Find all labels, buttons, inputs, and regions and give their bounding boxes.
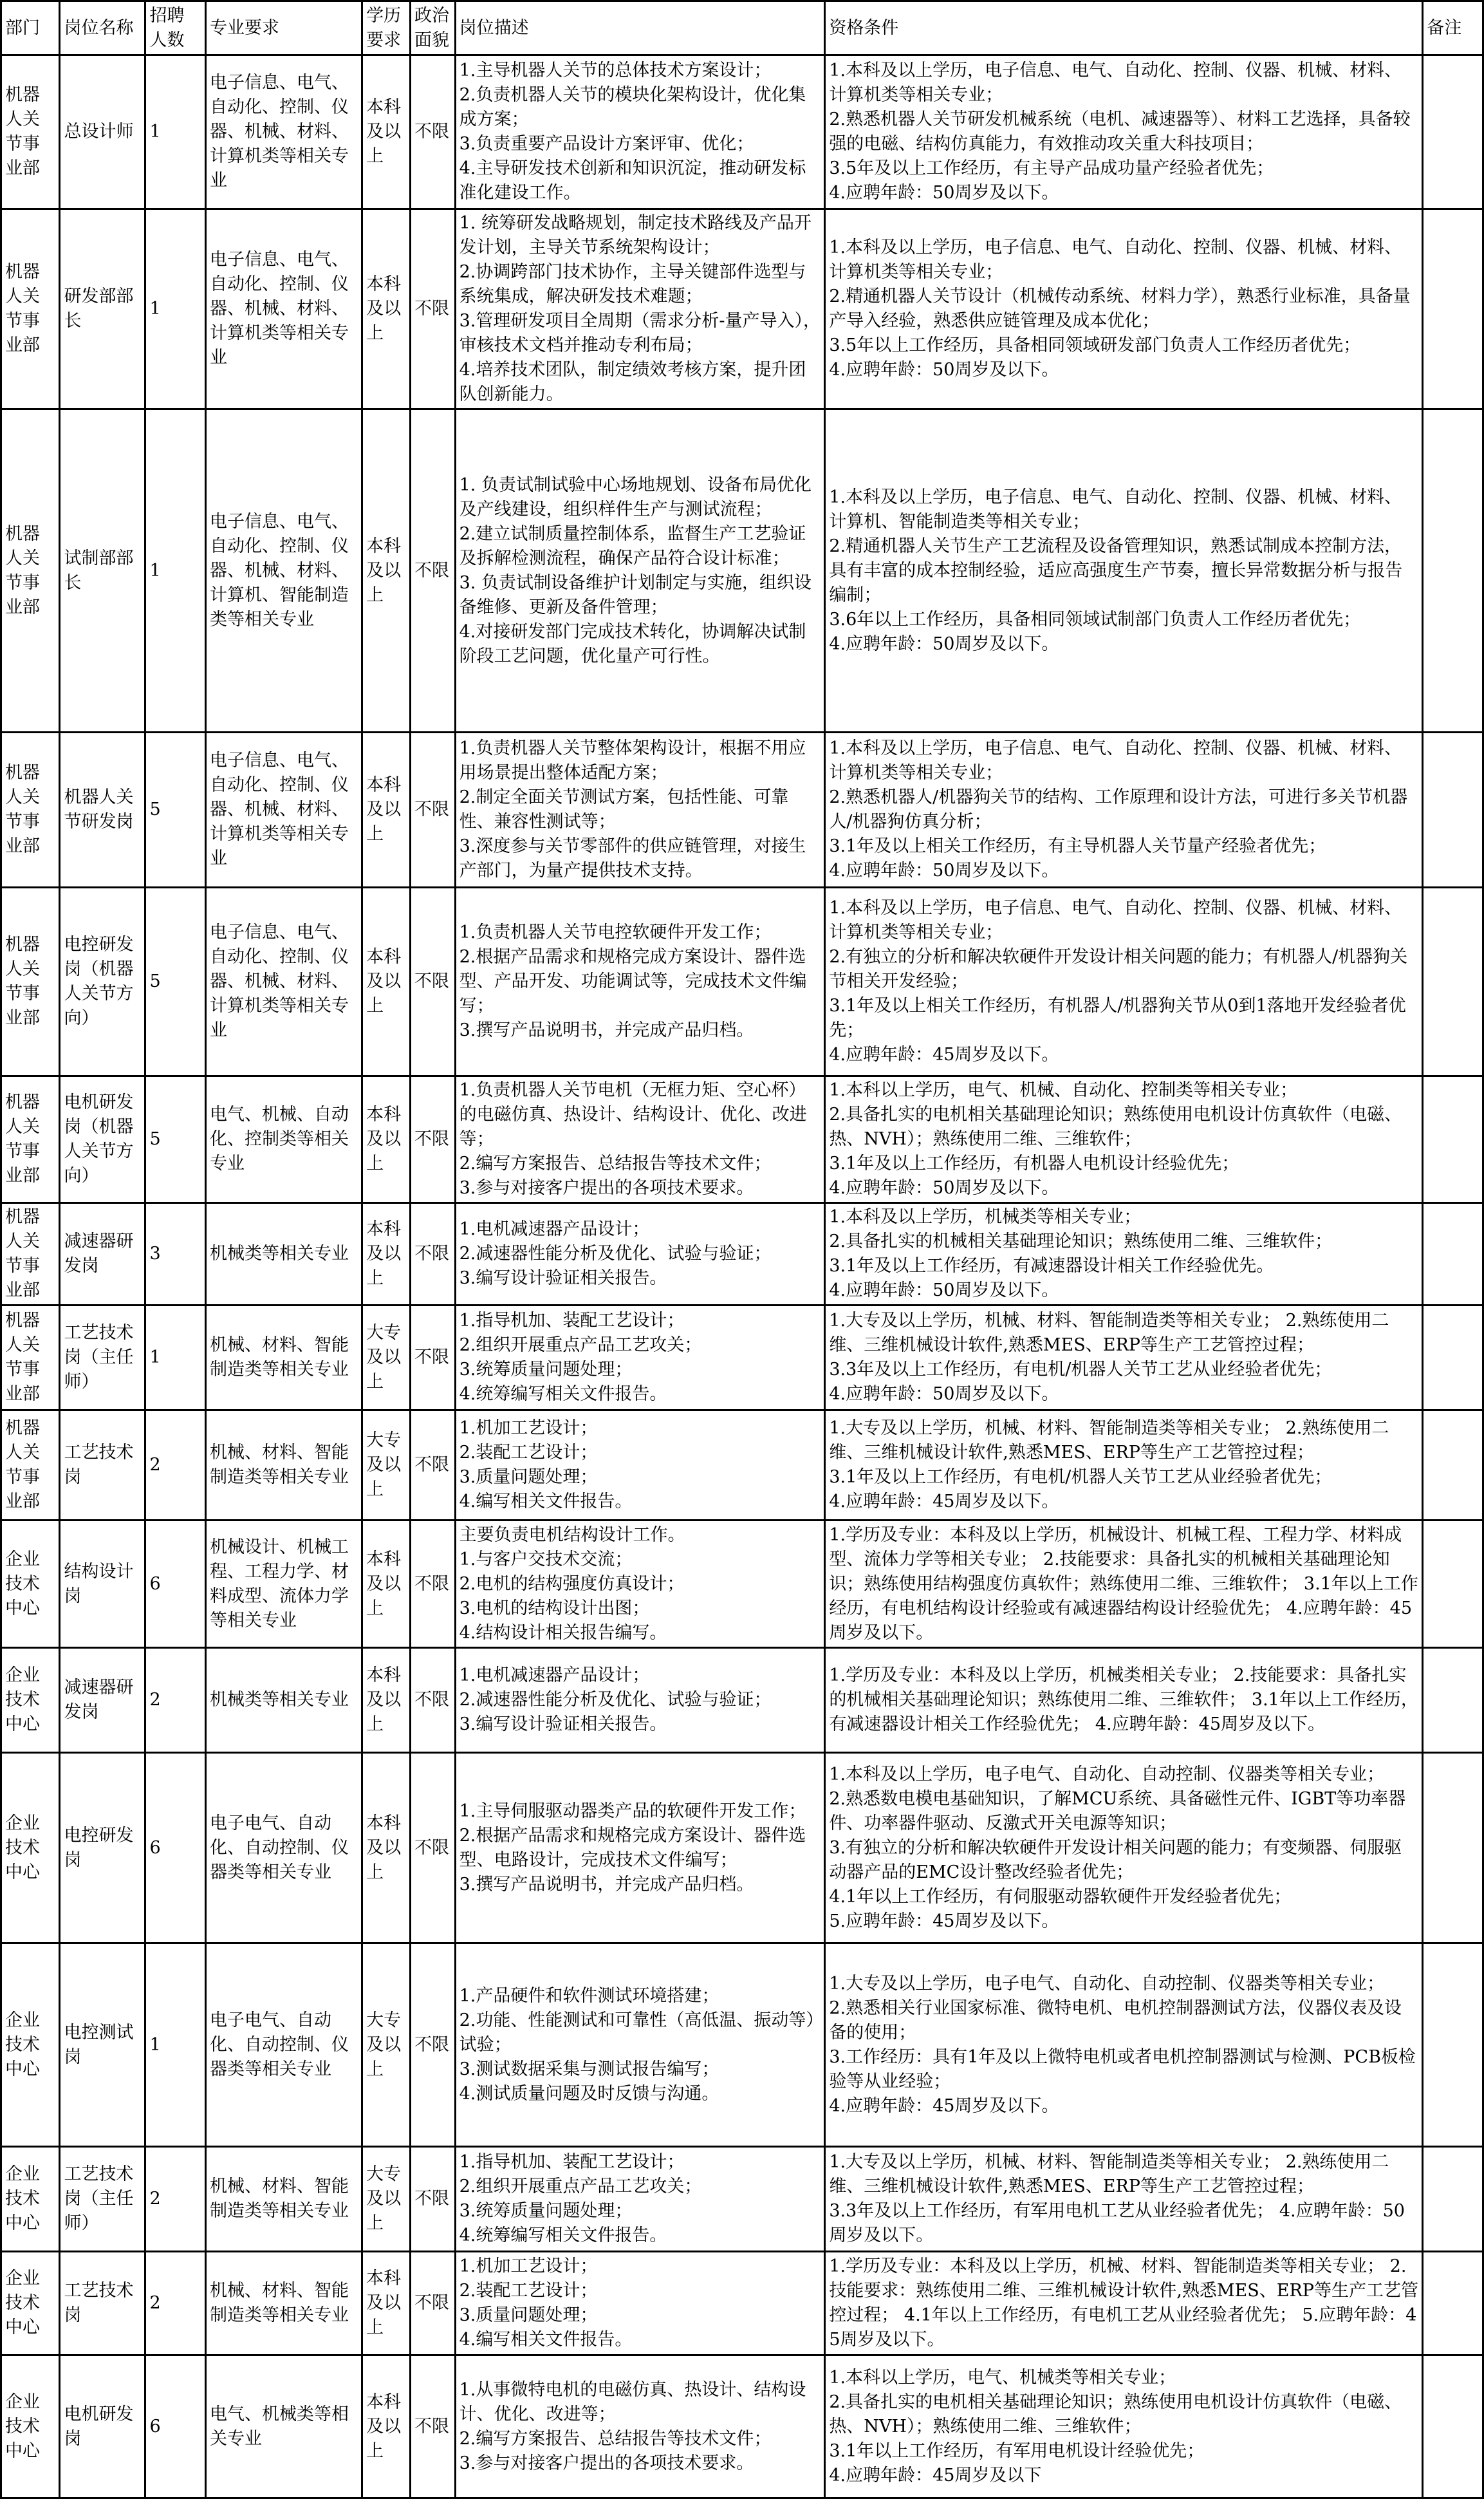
table-row: [1, 2252, 1483, 2355]
cell-dept: 企业技术中心: [1, 1943, 60, 2147]
table-body: [1, 55, 1483, 2498]
cell-job-description: [455, 1410, 825, 1521]
cell-education: 本科及以上: [362, 1648, 411, 1753]
cell-education: 本科及以上: [362, 1521, 411, 1648]
cell-job-description: [455, 55, 825, 209]
job-description-item: 3.电机的结构设计出图；: [459, 1598, 650, 1618]
qualification-item: 3.1年及以上工作经历，有减速器设计相关工作经验优先。: [829, 1256, 1274, 1276]
job-description-item: 2.减速器性能分析及优化、试验与验证；: [459, 1690, 772, 1710]
qualification-item: 3.5年及以上工作经历，有主导产品成功量产经验者优先；: [829, 158, 1274, 178]
cell-position-name: 电机研发岗: [60, 2355, 145, 2498]
table-row: [1, 1521, 1483, 1648]
table-row: [1, 55, 1483, 209]
cell-position-name: 结构设计岗: [60, 1521, 145, 1648]
job-description-item: 3. 负责试制设备维护计划制定与实施，组织设备维修、更新及备件管理；: [459, 572, 812, 617]
qualification-item: 2.精通机器人关节设计（机械传动系统、材料力学），熟悉行业标准，具备量产导入经验，熟悉供应链管理及成本优化；: [829, 286, 1411, 331]
qualification-item: 2.熟悉机器人/机器狗关节的结构、工作原理和设计方法，可进行多关节机器人/机器狗仿真分析；: [829, 787, 1408, 832]
job-description-item: 2.制定全面关节测试方案，包括性能、可靠性、兼容性测试等；: [459, 787, 789, 832]
cell-education: 本科及以上: [362, 55, 411, 209]
cell-qualifications: [825, 733, 1423, 888]
qualification-item: 2.熟悉数电模电基础知识，了解MCU系统、具备磁性元件、IGBT等功率器件、功率器件驱动、反激式开关电源等知识；: [829, 1788, 1406, 1833]
cell-notes: [1423, 1753, 1483, 1943]
cell-political-status: 不限: [410, 2147, 455, 2252]
cell-notes: [1423, 1648, 1483, 1753]
table-row: [1, 1648, 1483, 1753]
cell-notes: [1423, 1410, 1483, 1521]
cell-headcount: 1: [145, 209, 206, 409]
cell-dept: 企业技术中心: [1, 1648, 60, 1753]
cell-job-description: [455, 2147, 825, 2252]
qualification-item: 1.学历及专业：本科及以上学历，机械、材料、智能制造类等相关专业； 2.技能要求：熟练使用二维、三维机械设计软件,熟悉MES、ERP等生产工艺管控过程； 4.1年以上工作经历，有电机工艺从业经验者优先； 5.应聘年龄：45周岁及以下。: [829, 2256, 1418, 2350]
qualification-item: 3.3年及以上工作经历，有军用电机工艺从业经验者优先； 4.应聘年龄：50周岁及以下。: [829, 2201, 1405, 2245]
cell-position-name: 电控测试岗: [60, 1943, 145, 2147]
qualification-item: 2.熟悉相关行业国家标准、微特电机、电机控制器测试方法，仪器仪表及设备的使用；: [829, 1998, 1402, 2043]
cell-headcount: 2: [145, 1410, 206, 1521]
qualification-item: 1.学历及专业：本科及以上学历，机械设计、机械工程、工程力学、材料成型、流体力学等相关专业； 2.技能要求：具备扎实的机械相关基础理论知识；熟练使用结构强度仿真软件；熟练使用二维、三维软件； 3.1年以上工作经历，有电机结构设计经验或有减速器结构设计经验优先； 4.应聘年龄：45周岁及以下。: [829, 1524, 1418, 1643]
table-row: [1, 1410, 1483, 1521]
cell-job-description: [455, 1521, 825, 1648]
table-row: [1, 1943, 1483, 2147]
cell-job-description: [455, 1203, 825, 1306]
cell-education: 本科及以上: [362, 733, 411, 888]
header-major: 专业要求: [206, 1, 362, 55]
job-description-item: 3.撰写产品说明书，并完成产品归档。: [459, 1874, 754, 1895]
cell-dept: 机器人关节事业部: [1, 1203, 60, 1306]
cell-notes: [1423, 1076, 1483, 1203]
cell-qualifications: [825, 1076, 1423, 1203]
job-description-item: 3.深度参与关节零部件的供应链管理，对接生产部门，为量产提供技术支持。: [459, 836, 806, 881]
cell-qualifications: [825, 2147, 1423, 2252]
cell-headcount: 1: [145, 1306, 206, 1410]
cell-position-name: 减速器研发岗: [60, 1648, 145, 1753]
cell-qualifications: [825, 1648, 1423, 1753]
qualification-item: 4.应聘年龄：50周岁及以下。: [829, 633, 1059, 654]
cell-notes: [1423, 1943, 1483, 2147]
cell-political-status: 不限: [410, 2355, 455, 2498]
cell-political-status: 不限: [410, 1306, 455, 1410]
cell-job-description: [455, 1076, 825, 1203]
qualification-item: 2.具备扎实的机械相关基础理论知识；熟练使用二维、三维软件；: [829, 1231, 1333, 1251]
cell-dept: 企业技术中心: [1, 1753, 60, 1943]
qualification-item: 2.具备扎实的电机相关基础理论知识；熟练使用电机设计仿真软件（电磁、热、NVH）；熟练使用二维、三维软件；: [829, 1105, 1402, 1149]
cell-dept: 机器人关节事业部: [1, 1306, 60, 1410]
cell-political-status: 不限: [410, 1410, 455, 1521]
cell-position-name: 工艺技术岗: [60, 1410, 145, 1521]
cell-headcount: 5: [145, 1076, 206, 1203]
cell-education: 本科及以上: [362, 2252, 411, 2355]
job-description-item: 3.撰写产品说明书，并完成产品归档。: [459, 1020, 754, 1040]
cell-major: 电子信息、电气、自动化、控制、仪器、机械、材料、计算机类等相关专业: [206, 55, 362, 209]
table-row: [1, 1203, 1483, 1306]
qualification-item: 4.应聘年龄：45周岁及以下。: [829, 1492, 1059, 1512]
job-description-item: 2.组织开展重点产品工艺攻关；: [459, 2176, 702, 2196]
job-description-item: 1. 负责试制试验中心场地规划、设备布局优化及产线建设，组织样件生产与测试流程；: [459, 474, 812, 519]
cell-major: 电子信息、电气、自动化、控制、仪器、机械、材料、计算机类等相关专业: [206, 209, 362, 409]
cell-qualifications: [825, 1753, 1423, 1943]
qualification-item: 5.应聘年龄：45周岁及以下。: [829, 1911, 1059, 1931]
cell-position-name: 电机研发岗（机器人关节方向）: [60, 1076, 145, 1203]
job-description-item: 2.编写方案报告、总结报告等技术文件；: [459, 1154, 772, 1174]
cell-headcount: 5: [145, 733, 206, 888]
qualification-item: 1.本科及以上学历，电子信息、电气、自动化、控制、仪器、机械、材料、计算机类等相关专业；: [829, 898, 1402, 942]
cell-qualifications: [825, 1521, 1423, 1648]
header-political-status: 政治面貌: [410, 1, 455, 55]
cell-notes: [1423, 55, 1483, 209]
job-description-item: 3.统筹质量问题处理；: [459, 1360, 633, 1380]
header-education: 学历要求: [362, 1, 411, 55]
cell-dept: 企业技术中心: [1, 2355, 60, 2498]
qualification-item: 4.应聘年龄：45周岁及以下。: [829, 1045, 1059, 1065]
cell-major: 电子信息、电气、自动化、控制、仪器、机械、材料、计算机类等相关专业: [206, 888, 362, 1076]
job-description-item: 3.负责重要产品设计方案评审、优化；: [459, 134, 754, 154]
cell-major: 机械类等相关专业: [206, 1648, 362, 1753]
cell-notes: [1423, 409, 1483, 733]
qualification-item: 4.1年以上工作经历，有伺服驱动器软硬件开发经验者优先；: [829, 1886, 1292, 1907]
job-description-item: 2.功能、性能测试和可靠性（高低温、振动等）试验；: [459, 2010, 815, 2055]
qualification-item: 3.5年以上工作经历，具备相同领域研发部门负责人工作经历者优先；: [829, 335, 1361, 355]
job-description-item: 3.统筹质量问题处理；: [459, 2201, 633, 2221]
cell-job-description: [455, 1943, 825, 2147]
cell-dept: 机器人关节事业部: [1, 209, 60, 409]
job-description-item: 2.装配工艺设计；: [459, 2281, 598, 2301]
cell-headcount: 1: [145, 1943, 206, 2147]
cell-major: 机械类等相关专业: [206, 1203, 362, 1306]
cell-political-status: 不限: [410, 1203, 455, 1306]
cell-major: 机械设计、机械工程、工程力学、材料成型、流体力学等相关专业: [206, 1521, 362, 1648]
qualification-item: 3.6年以上工作经历，具备相同领域试制部门负责人工作经历者优先；: [829, 609, 1361, 630]
qualification-item: 4.应聘年龄：45周岁及以下。: [829, 2095, 1059, 2116]
qualification-item: 2.具备扎实的电机相关基础理论知识；熟练使用电机设计仿真软件（电磁、热、NVH）；熟练使用二维、三维软件；: [829, 2391, 1402, 2437]
cell-political-status: 不限: [410, 55, 455, 209]
job-description-item: 1.机加工艺设计；: [459, 1418, 598, 1438]
cell-dept: 企业技术中心: [1, 1521, 60, 1648]
table-row: [1, 1076, 1483, 1203]
cell-political-status: 不限: [410, 1521, 455, 1648]
table-row: [1, 1753, 1483, 1943]
cell-notes: [1423, 888, 1483, 1076]
cell-job-description: [455, 2355, 825, 2498]
job-description-item: 4.培养技术团队，制定绩效考核方案，提升团队创新能力。: [459, 360, 806, 404]
job-description-item: 2.组织开展重点产品工艺攻关；: [459, 1335, 702, 1355]
qualification-item: 1.大专及以上学历，机械、材料、智能制造类等相关专业； 2.熟练使用二维、三维机械设计软件,熟悉MES、ERP等生产工艺管控过程；: [829, 2152, 1389, 2196]
cell-headcount: 1: [145, 409, 206, 733]
qualification-item: 1.大专及以上学历，机械、材料、智能制造类等相关专业； 2.熟练使用二维、三维机械设计软件,熟悉MES、ERP等生产工艺管控过程；: [829, 1418, 1389, 1463]
cell-headcount: 6: [145, 2355, 206, 2498]
table-header-row: [1, 1, 1483, 55]
cell-education: 本科及以上: [362, 2355, 411, 2498]
cell-position-name: 机器人关节研发岗: [60, 733, 145, 888]
header-position-name: 岗位名称: [60, 1, 145, 55]
qualification-item: 1.大专及以上学历，机械、材料、智能制造类等相关专业； 2.熟练使用二维、三维机械设计软件,熟悉MES、ERP等生产工艺管控过程；: [829, 1311, 1389, 1355]
cell-headcount: 1: [145, 55, 206, 209]
header-job-description: 岗位描述: [455, 1, 825, 55]
job-description-item: 3.质量问题处理；: [459, 1467, 598, 1487]
cell-dept: 机器人关节事业部: [1, 1410, 60, 1521]
job-description-item: 4.测试质量问题及时反馈与沟通。: [459, 2083, 719, 2104]
job-description-item: 1.指导机加、装配工艺设计；: [459, 1311, 685, 1331]
cell-major: 机械、材料、智能制造类等相关专业: [206, 1306, 362, 1410]
cell-notes: [1423, 1521, 1483, 1648]
job-description-item: 2.负责机器人关节的模块化架构设计，优化集成方案；: [459, 85, 806, 129]
cell-political-status: 不限: [410, 409, 455, 733]
cell-major: 电子信息、电气、自动化、控制、仪器、机械、材料、计算机类等相关专业: [206, 733, 362, 888]
cell-dept: 企业技术中心: [1, 2252, 60, 2355]
cell-position-name: 减速器研发岗: [60, 1203, 145, 1306]
cell-political-status: 不限: [410, 733, 455, 888]
job-description-item: 2.建立试制质量控制体系，监督生产工艺验证及拆解检测流程，确保产品符合设计标准；: [459, 523, 806, 568]
cell-dept: 机器人关节事业部: [1, 55, 60, 209]
job-description-item: 4.对接研发部门完成技术转化，协调解决试制阶段工艺问题，优化量产可行性。: [459, 621, 806, 666]
qualification-item: 1.本科及以上学历，电子信息、电气、自动化、控制、仪器、机械、材料、计算机类等相关专业；: [829, 61, 1402, 105]
cell-job-description: [455, 209, 825, 409]
job-description-item: 1.负责机器人关节电控软硬件开发工作；: [459, 922, 772, 942]
cell-dept: 机器人关节事业部: [1, 1076, 60, 1203]
cell-education: 本科及以上: [362, 409, 411, 733]
job-description-item: 2.编写方案报告、总结报告等技术文件；: [459, 2428, 772, 2449]
cell-political-status: 不限: [410, 1943, 455, 2147]
cell-position-name: 试制部部长: [60, 409, 145, 733]
cell-education: 大专及以上: [362, 1306, 411, 1410]
job-description-item: 1.机加工艺设计；: [459, 2256, 598, 2276]
cell-education: 本科及以上: [362, 888, 411, 1076]
cell-qualifications: [825, 1203, 1423, 1306]
cell-dept: 企业技术中心: [1, 2147, 60, 2252]
qualification-item: 3.1年以上工作经历，有军用电机设计经验优先；: [829, 2440, 1205, 2461]
cell-qualifications: [825, 1410, 1423, 1521]
qualification-item: 1.本科以上学历，电气、机械类等相关专业；: [829, 2367, 1176, 2388]
qualification-item: 1.学历及专业：本科及以上学历，机械类相关专业； 2.技能要求：具备扎实的机械相关基础理论知识；熟练使用二维、三维软件； 3.1年以上工作经历，有减速器设计相关工作经验优先； 4.应聘年龄：45周岁及以下。: [829, 1665, 1418, 1734]
qualification-item: 1.大专及以上学历，电子电气、自动化、自动控制、仪器类等相关专业；: [829, 1973, 1385, 1994]
qualification-item: 4.应聘年龄：45周岁及以下: [829, 2465, 1042, 2485]
cell-major: 机械、材料、智能制造类等相关专业: [206, 2147, 362, 2252]
qualification-item: 1.本科及以上学历，电子信息、电气、自动化、控制、仪器、机械、材料、计算机、智能制造类等相关专业；: [829, 487, 1402, 532]
cell-notes: [1423, 1306, 1483, 1410]
job-description-item: 3.参与对接客户提出的各项技术要求。: [459, 1178, 754, 1198]
cell-position-name: 研发部部长: [60, 209, 145, 409]
cell-qualifications: [825, 1943, 1423, 2147]
header-notes: 备注: [1423, 1, 1483, 55]
job-description-item: 1.负责机器人关节整体架构设计，根据不用应用场景提出整体适配方案；: [459, 738, 806, 783]
cell-major: 电子电气、自动化、自动控制、仪器类等相关专业: [206, 1943, 362, 2147]
job-description-item: 1.主导机器人关节的总体技术方案设计；: [459, 61, 772, 80]
cell-job-description: [455, 2252, 825, 2355]
cell-notes: [1423, 733, 1483, 888]
job-description-item: 1.从事微特电机的电磁仿真、热设计、结构设计、优化、改进等；: [459, 2379, 806, 2424]
table-row: [1, 733, 1483, 888]
qualification-item: 3.有独立的分析和解决软硬件开发设计相关问题的能力；有变频器、伺服驱动器产品的EMC设计整改经验者优先；: [829, 1837, 1402, 1882]
job-description-item: 4.统筹编写相关文件报告。: [459, 2225, 667, 2245]
cell-political-status: 不限: [410, 209, 455, 409]
cell-education: 本科及以上: [362, 1076, 411, 1203]
job-description-item: 4.编写相关文件报告。: [459, 2330, 633, 2350]
cell-political-status: 不限: [410, 888, 455, 1076]
job-description-item: 1. 统筹研发战略规划，制定技术路线及产品开发计划，主导关节系统架构设计；: [459, 213, 812, 257]
job-description-item: 1.负责机器人关节电机（无框力矩、空心杯）的电磁仿真、热设计、结构设计、优化、改进等；: [459, 1080, 807, 1149]
cell-education: 大专及以上: [362, 1943, 411, 2147]
job-description-item: 3.编写设计验证相关报告。: [459, 1268, 667, 1288]
cell-qualifications: [825, 55, 1423, 209]
qualification-item: 4.应聘年龄：50周岁及以下。: [829, 360, 1059, 380]
cell-qualifications: [825, 888, 1423, 1076]
cell-position-name: 工艺技术岗（主任师）: [60, 1306, 145, 1410]
qualification-item: 4.应聘年龄：50周岁及以下。: [829, 861, 1059, 881]
job-description-item: 3.参与对接客户提出的各项技术要求。: [459, 2453, 754, 2473]
cell-dept: 机器人关节事业部: [1, 409, 60, 733]
qualification-item: 4.应聘年龄：50周岁及以下。: [829, 1384, 1059, 1404]
cell-qualifications: [825, 2252, 1423, 2355]
job-description-item: 2.装配工艺设计；: [459, 1443, 598, 1463]
cell-job-description: [455, 888, 825, 1076]
table-row: [1, 409, 1483, 733]
cell-job-description: [455, 1648, 825, 1753]
cell-dept: 机器人关节事业部: [1, 733, 60, 888]
cell-headcount: 6: [145, 1521, 206, 1648]
job-description-item: 2.减速器性能分析及优化、试验与验证；: [459, 1244, 772, 1264]
cell-major: 机械、材料、智能制造类等相关专业: [206, 1410, 362, 1521]
qualification-item: 2.精通机器人关节生产工艺流程及设备管理知识，熟悉试制成本控制方法，具有丰富的成本控制经验，适应高强度生产节奏，擅长异常数据分析与报告编制；: [829, 536, 1403, 605]
cell-notes: [1423, 2355, 1483, 2498]
cell-political-status: 不限: [410, 1753, 455, 1943]
table-row: [1, 2147, 1483, 2252]
cell-political-status: 不限: [410, 2252, 455, 2355]
qualification-item: 3.1年及以上相关工作经历，有机器人/机器狗关节从0到1落地开发经验者优先；: [829, 996, 1406, 1040]
cell-notes: [1423, 2147, 1483, 2252]
cell-education: 本科及以上: [362, 1203, 411, 1306]
qualification-item: 4.应聘年龄：50周岁及以下。: [829, 1280, 1059, 1300]
qualification-item: 3.工作经历：具有1年及以上微特电机或者电机控制器测试与检测、PCB板检验等从业经验；: [829, 2046, 1416, 2092]
job-description-item: 1.产品硬件和软件测试环境搭建；: [459, 1985, 719, 2006]
qualification-item: 2.有独立的分析和解决软硬件开发设计相关问题的能力；有机器人/机器狗关节相关开发经验；: [829, 947, 1408, 991]
cell-notes: [1423, 1203, 1483, 1306]
qualification-item: 1.本科及以上学历，电子信息、电气、自动化、控制、仪器、机械、材料、计算机类等相关专业；: [829, 238, 1402, 282]
header-dept: 部门: [1, 1, 60, 55]
cell-major: 电气、机械类等相关专业: [206, 2355, 362, 2498]
table-row: [1, 1306, 1483, 1410]
job-description-item: 3.测试数据采集与测试报告编写；: [459, 2059, 719, 2079]
job-description-item: 3.管理研发项目全周期（需求分析-量产导入），审核技术文档并推动专利布局；: [459, 311, 821, 355]
cell-education: 本科及以上: [362, 209, 411, 409]
qualification-item: 1.本科及以上学历，电子信息、电气、自动化、控制、仪器、机械、材料、计算机类等相关专业；: [829, 738, 1402, 783]
qualification-item: 4.应聘年龄：50周岁及以下。: [829, 1178, 1059, 1198]
qualification-item: 3.1年及以上工作经历，有电机/机器人关节工艺从业经验者优先；: [829, 1467, 1332, 1487]
cell-position-name: 电控研发岗: [60, 1753, 145, 1943]
header-headcount: 招聘人数: [145, 1, 206, 55]
cell-education: 大专及以上: [362, 2147, 411, 2252]
cell-headcount: 2: [145, 2252, 206, 2355]
cell-political-status: 不限: [410, 1076, 455, 1203]
cell-major: 电气、机械、自动化、控制类等相关专业: [206, 1076, 362, 1203]
cell-headcount: 2: [145, 2147, 206, 2252]
cell-position-name: 电控研发岗（机器人关节方向）: [60, 888, 145, 1076]
job-description-item: 2.根据产品需求和规格完成方案设计、器件选型、产品开发、功能调试等，完成技术文件编写；: [459, 947, 807, 1016]
cell-qualifications: [825, 2355, 1423, 2498]
table-row: [1, 209, 1483, 409]
job-description-item: 1.电机减速器产品设计；: [459, 1219, 650, 1239]
cell-job-description: [455, 409, 825, 733]
cell-position-name: 总设计师: [60, 55, 145, 209]
cell-major: 电子电气、自动化、自动控制、仪器类等相关专业: [206, 1753, 362, 1943]
qualification-item: 1.本科以上学历，电气、机械、自动化、控制类等相关专业；: [829, 1080, 1298, 1100]
job-description-item: 2.电机的结构强度仿真设计；: [459, 1573, 685, 1594]
job-description-item: 4.主导研发技术创新和知识沉淀，推动研发标准化建设工作。: [459, 158, 806, 203]
job-description-item: 2.根据产品需求和规格完成方案设计、器件选型、电路设计，完成技术文件编写；: [459, 1825, 806, 1870]
job-description-item: 3.质量问题处理；: [459, 2305, 598, 2325]
cell-major: 机械、材料、智能制造类等相关专业: [206, 2252, 362, 2355]
cell-headcount: 5: [145, 888, 206, 1076]
cell-headcount: 3: [145, 1203, 206, 1306]
job-description-item: 主要负责电机结构设计工作。: [459, 1524, 685, 1545]
cell-job-description: [455, 1753, 825, 1943]
header-qualifications: 资格条件: [825, 1, 1423, 55]
table-row: [1, 2355, 1483, 2498]
qualification-item: 3.1年及以上相关工作经历，有主导机器人关节量产经验者优先；: [829, 836, 1326, 856]
qualification-item: 1.本科及以上学历，电子电气、自动化、自动控制、仪器类等相关专业；: [829, 1764, 1385, 1784]
cell-job-description: [455, 1306, 825, 1410]
job-description-item: 1.电机减速器产品设计；: [459, 1665, 650, 1685]
cell-position-name: 工艺技术岗: [60, 2252, 145, 2355]
cell-qualifications: [825, 1306, 1423, 1410]
cell-position-name: 工艺技术岗（主任师）: [60, 2147, 145, 2252]
job-description-item: 4.编写相关文件报告。: [459, 1492, 633, 1512]
cell-qualifications: [825, 209, 1423, 409]
table-row: [1, 888, 1483, 1076]
cell-headcount: 6: [145, 1753, 206, 1943]
job-description-item: 1.指导机加、装配工艺设计；: [459, 2152, 685, 2172]
cell-political-status: 不限: [410, 1648, 455, 1753]
cell-job-description: [455, 733, 825, 888]
job-description-item: 1.与客户交技术交流；: [459, 1549, 633, 1569]
job-description-item: 4.结构设计相关报告编写。: [459, 1622, 667, 1643]
qualification-item: 3.3年及以上工作经历，有电机/机器人关节工艺从业经验者优先；: [829, 1360, 1332, 1380]
cell-dept: 机器人关节事业部: [1, 888, 60, 1076]
qualification-item: 2.熟悉机器人关节研发机械系统（电机、减速器等）、材料工艺选择，具备较强的电磁、结构仿真能力，有效推动攻关重大科技项目；: [829, 109, 1411, 154]
job-description-item: 2.协调跨部门技术协作，主导关键部件选型与系统集成，解决研发技术难题；: [459, 262, 806, 306]
job-description-item: 4.统筹编写相关文件报告。: [459, 1384, 667, 1404]
cell-major: 电子信息、电气、自动化、控制、仪器、机械、材料、计算机、智能制造类等相关专业: [206, 409, 362, 733]
cell-education: 本科及以上: [362, 1753, 411, 1943]
cell-education: 大专及以上: [362, 1410, 411, 1521]
cell-qualifications: [825, 409, 1423, 733]
job-description-item: 1.主导伺服驱动器类产品的软硬件开发工作；: [459, 1801, 806, 1821]
job-description-item: 3.编写设计验证相关报告。: [459, 1714, 667, 1734]
qualification-item: 4.应聘年龄：50周岁及以下。: [829, 183, 1059, 203]
qualification-item: 3.1年及以上工作经历，有机器人电机设计经验优先；: [829, 1154, 1239, 1174]
cell-notes: [1423, 209, 1483, 409]
qualification-item: 1.本科及以上学历，机械类等相关专业；: [829, 1207, 1142, 1227]
cell-notes: [1423, 2252, 1483, 2355]
cell-headcount: 2: [145, 1648, 206, 1753]
